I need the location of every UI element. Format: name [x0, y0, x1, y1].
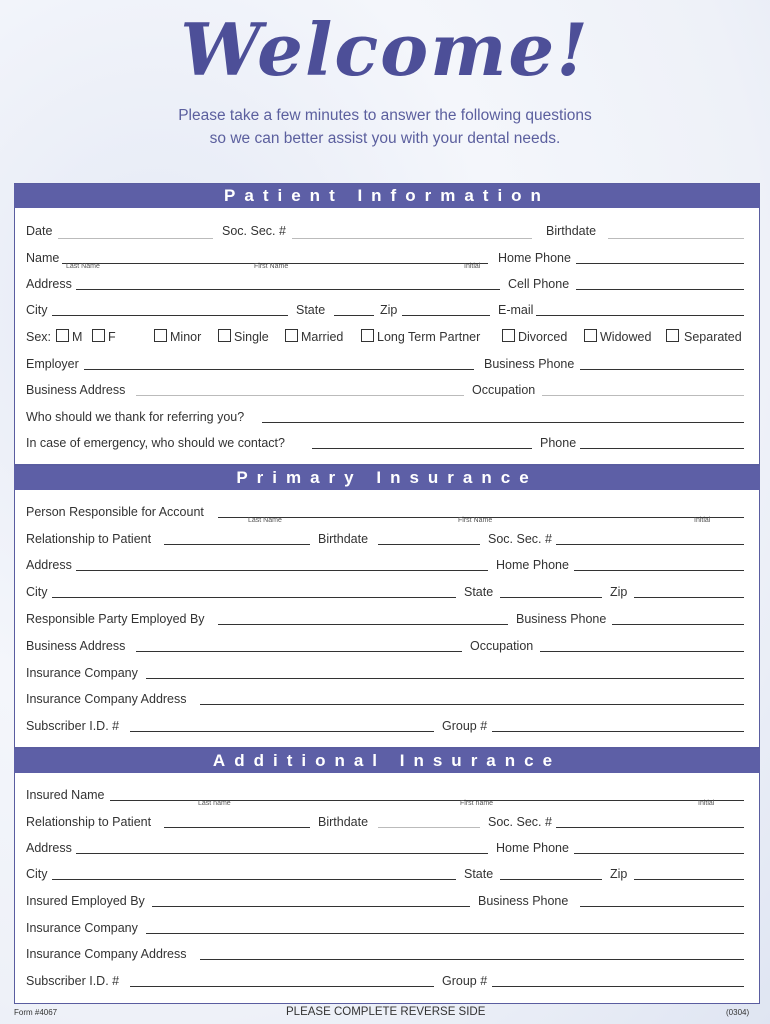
- primary-home-phone-label: Home Phone: [496, 558, 569, 572]
- minor-label: Minor: [170, 330, 202, 344]
- zip-field[interactable]: [402, 315, 490, 316]
- primary-group-label: Group #: [442, 719, 488, 733]
- additional-employed-by-label: Insured Employed By: [26, 894, 145, 908]
- birthdate-label: Birthdate: [546, 224, 597, 238]
- insured-name-label: Insured Name: [26, 788, 105, 802]
- email-field[interactable]: [536, 315, 744, 316]
- additional-relationship-label: Relationship to Patient: [26, 815, 152, 829]
- widowed-label: Widowed: [600, 330, 652, 344]
- primary-insurance-company-address-field[interactable]: [200, 704, 744, 705]
- occupation-field[interactable]: [542, 395, 744, 396]
- single-label: Single: [234, 330, 269, 344]
- emergency-label: In case of emergency, who should we contact?: [26, 436, 285, 450]
- additional-home-phone-field[interactable]: [574, 853, 744, 854]
- date-field[interactable]: [58, 238, 213, 239]
- additional-home-phone-label: Home Phone: [496, 841, 569, 855]
- primary-soc-sec-label: Soc. Sec. #: [488, 532, 552, 546]
- intro-line-2: so we can better assist you with your dental needs.: [209, 130, 561, 147]
- cell-phone-field[interactable]: [576, 289, 744, 290]
- city-label: City: [26, 303, 48, 317]
- business-address-field[interactable]: [136, 395, 464, 396]
- form-code: (0304): [726, 1008, 750, 1017]
- employer-label: Employer: [26, 357, 79, 371]
- email-label: E-mail: [498, 303, 534, 317]
- additional-subscriber-id-label: Subscriber I.D. #: [26, 974, 120, 988]
- additional-city-field[interactable]: [52, 879, 456, 880]
- primary-address-label: Address: [26, 558, 72, 572]
- primary-relationship-field[interactable]: [164, 544, 310, 545]
- primary-city-label: City: [26, 585, 48, 599]
- additional-group-label: Group #: [442, 974, 488, 988]
- form-number: Form #4067: [14, 1008, 58, 1017]
- person-responsible-label: Person Responsible for Account: [26, 505, 204, 519]
- primary-subscriber-id-field[interactable]: [130, 731, 434, 732]
- additional-city-label: City: [26, 867, 48, 881]
- additional-insurance-company-field[interactable]: [146, 933, 744, 934]
- emergency-field[interactable]: [312, 448, 532, 449]
- long-term-partner-checkbox[interactable]: [361, 329, 374, 342]
- primary-initial-caption: Initial: [694, 517, 711, 524]
- referral-label: Who should we thank for referring you?: [26, 410, 245, 424]
- additional-employed-by-field[interactable]: [152, 906, 470, 907]
- additional-state-label: State: [464, 867, 494, 881]
- widowed-checkbox[interactable]: [584, 329, 597, 342]
- address-label: Address: [26, 277, 72, 291]
- state-label: State: [296, 303, 326, 317]
- married-label: Married: [301, 330, 344, 344]
- additional-last-name-caption: Last name: [198, 800, 231, 807]
- additional-insurance-company-label: Insurance Company: [26, 921, 138, 935]
- state-field[interactable]: [334, 315, 374, 316]
- primary-home-phone-field[interactable]: [574, 570, 744, 571]
- additional-panel: [14, 748, 760, 1004]
- sex-f-label: F: [108, 330, 116, 344]
- emergency-phone-label: Phone: [540, 436, 577, 450]
- reverse-side-note: PLEASE COMPLETE REVERSE SIDE: [286, 1006, 486, 1018]
- welcome-title: Welcome!: [180, 7, 590, 92]
- additional-soc-sec-label: Soc. Sec. #: [488, 815, 552, 829]
- primary-subscriber-id-label: Subscriber I.D. #: [26, 719, 120, 733]
- sex-m-label: M: [72, 330, 83, 344]
- sex-m-checkbox[interactable]: [56, 329, 69, 342]
- additional-relationship-field[interactable]: [164, 827, 310, 828]
- business-phone-field[interactable]: [580, 369, 744, 370]
- single-checkbox[interactable]: [218, 329, 231, 342]
- additional-soc-sec-field[interactable]: [556, 827, 744, 828]
- occupation-label: Occupation: [472, 383, 536, 397]
- emergency-phone-field[interactable]: [580, 448, 744, 449]
- address-field[interactable]: [76, 289, 500, 290]
- additional-business-phone-field[interactable]: [580, 906, 744, 907]
- date-label: Date: [26, 224, 53, 238]
- primary-city-field[interactable]: [52, 597, 456, 598]
- sex-f-checkbox[interactable]: [92, 329, 105, 342]
- home-phone-field[interactable]: [576, 263, 744, 264]
- zip-label: Zip: [380, 303, 398, 317]
- primary-zip-field[interactable]: [634, 597, 744, 598]
- name-label: Name: [26, 251, 60, 265]
- divorced-label: Divorced: [518, 330, 568, 344]
- divorced-checkbox[interactable]: [502, 329, 515, 342]
- sex-label: Sex:: [26, 330, 52, 344]
- primary-business-phone-field[interactable]: [612, 624, 744, 625]
- primary-business-phone-label: Business Phone: [516, 612, 607, 626]
- last-name-caption: Last Name: [66, 263, 100, 270]
- primary-birthdate-label: Birthdate: [318, 532, 369, 546]
- additional-insurance-company-address-label: Insurance Company Address: [26, 947, 187, 961]
- primary-state-field[interactable]: [500, 597, 602, 598]
- separated-checkbox[interactable]: [666, 329, 679, 342]
- business-address-label: Business Address: [26, 383, 126, 397]
- separated-label: Separated: [684, 330, 742, 344]
- primary-employed-by-field[interactable]: [218, 624, 508, 625]
- soc-sec-field[interactable]: [292, 238, 532, 239]
- additional-group-field[interactable]: [492, 986, 744, 987]
- additional-subscriber-id-field[interactable]: [130, 986, 434, 987]
- primary-occupation-label: Occupation: [470, 639, 534, 653]
- additional-zip-field[interactable]: [634, 879, 744, 880]
- home-phone-label: Home Phone: [498, 251, 571, 265]
- employer-field[interactable]: [84, 369, 474, 370]
- additional-birthdate-label: Birthdate: [318, 815, 369, 829]
- primary-insurance-company-address-label: Insurance Company Address: [26, 692, 187, 706]
- additional-first-name-caption: First name: [460, 800, 494, 807]
- primary-employed-by-label: Responsible Party Employed By: [26, 612, 205, 626]
- intro-line-1: Please take a few minutes to answer the following questions: [178, 107, 592, 124]
- primary-first-name-caption: First Name: [458, 517, 493, 524]
- birthdate-field[interactable]: [608, 238, 744, 239]
- intro-text: [0, 104, 770, 150]
- referral-field[interactable]: [262, 422, 744, 423]
- additional-initial-caption: Initial: [698, 800, 715, 807]
- primary-zip-label: Zip: [610, 585, 628, 599]
- additional-insurance-heading: Additional Insurance: [14, 749, 760, 773]
- additional-zip-label: Zip: [610, 867, 628, 881]
- married-checkbox[interactable]: [285, 329, 298, 342]
- primary-relationship-label: Relationship to Patient: [26, 532, 152, 546]
- primary-insurance-heading: Primary Insurance: [14, 466, 760, 490]
- primary-address-field[interactable]: [76, 570, 488, 571]
- primary-insurance-company-label: Insurance Company: [26, 666, 138, 680]
- primary-state-label: State: [464, 585, 494, 599]
- additional-address-field[interactable]: [76, 853, 488, 854]
- primary-business-address-label: Business Address: [26, 639, 126, 653]
- additional-insurance-company-address-field[interactable]: [200, 959, 744, 960]
- primary-group-field[interactable]: [492, 731, 744, 732]
- additional-birthdate-field[interactable]: [378, 827, 480, 828]
- cell-phone-label: Cell Phone: [508, 277, 570, 291]
- additional-business-phone-label: Business Phone: [478, 894, 569, 908]
- patient-information-heading: Patient Information: [14, 184, 760, 208]
- primary-insurance-company-field[interactable]: [146, 678, 744, 679]
- primary-business-address-field[interactable]: [136, 651, 462, 652]
- long-term-partner-label: Long Term Partner: [377, 330, 481, 344]
- additional-state-field[interactable]: [500, 879, 602, 880]
- additional-address-label: Address: [26, 841, 72, 855]
- primary-birthdate-field[interactable]: [378, 544, 480, 545]
- primary-occupation-field[interactable]: [540, 651, 744, 652]
- minor-checkbox[interactable]: [154, 329, 167, 342]
- city-field[interactable]: [52, 315, 288, 316]
- primary-soc-sec-field[interactable]: [556, 544, 744, 545]
- business-phone-label: Business Phone: [484, 357, 575, 371]
- primary-last-name-caption: Last Name: [248, 517, 282, 524]
- soc-sec-label: Soc. Sec. #: [222, 224, 286, 238]
- first-name-caption: First Name: [254, 263, 289, 270]
- initial-caption: Initial: [464, 263, 481, 270]
